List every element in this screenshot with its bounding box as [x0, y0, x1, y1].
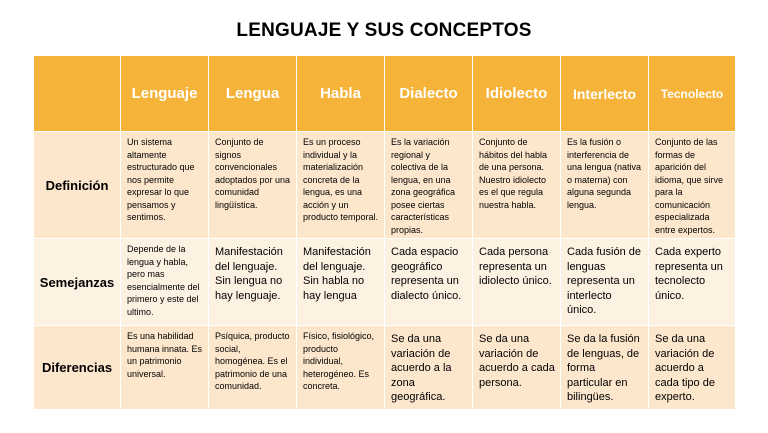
- cell-text: Cada espacio geográfico representa un dialecto único.: [391, 246, 462, 302]
- cell-text: Cada persona representa un idiolecto único.: [479, 246, 552, 287]
- cell-text: Es una habilidad humana innata. Es un patrimonio universal.: [127, 331, 203, 379]
- table-cell: [561, 326, 649, 410]
- table-cell: [121, 239, 209, 326]
- row-header: Diferencias: [34, 326, 121, 410]
- table-cell: [297, 239, 385, 326]
- table-cell: [561, 239, 649, 326]
- column-header: Dialecto: [385, 56, 473, 132]
- table-row: [34, 326, 736, 410]
- table-cell: [209, 326, 297, 410]
- table-cell: [649, 132, 736, 239]
- table-cell: [385, 132, 473, 239]
- table-cell: [385, 239, 473, 326]
- column-header: Idiolecto: [473, 56, 561, 132]
- table-cell: [297, 326, 385, 410]
- table-cell: [209, 132, 297, 239]
- column-header: Tecnolecto: [649, 56, 736, 132]
- table-cell: [561, 132, 649, 239]
- column-header: Lenguaje: [121, 56, 209, 132]
- table-cell: [385, 326, 473, 410]
- table-cell: [649, 326, 736, 410]
- row-header: Definición: [34, 132, 121, 239]
- cell-text: Conjunto de hábitos del habla de una persona. Nuestro idiolecto es el que regula nuestra habla.: [479, 137, 548, 210]
- cell-text: Conjunto de las formas de aparición del idioma, que sirve para la comunicación especializada entre expertos.: [655, 137, 724, 235]
- cell-text: Se da una variación de acuerdo a cada persona.: [479, 333, 555, 389]
- cell-text: Conjunto de signos convencionales adoptados por una comunidad lingüística.: [215, 137, 291, 210]
- cell-text: Se da la fusión de lenguas, de forma particular en bilingües.: [567, 333, 640, 403]
- cell-text: Manifestación del lenguaje. Sin habla no hay lengua: [303, 246, 371, 302]
- row-header: Semejanzas: [34, 239, 121, 326]
- table-cell: [121, 132, 209, 239]
- cell-text: Es la fusión o interferencia de una lengua (nativa o materna) con alguna segunda lengua.: [567, 137, 642, 210]
- cell-text: Cada fusión de lenguas representa un interlecto único.: [567, 246, 641, 316]
- page-title: LENGUAJE Y SUS CONCEPTOS: [236, 20, 532, 41]
- table-cell: [473, 326, 561, 410]
- column-header: Habla: [297, 56, 385, 132]
- cell-text: Se da una variación de acuerdo a la zona geográfica.: [391, 333, 452, 403]
- cell-text: Depende de la lengua y habla, pero mas esencialmente del primero y este del ultimo.: [127, 244, 200, 317]
- cell-text: Es la variación regional y colectiva de la lengua, en una zona geográfica posee ciertas características propias.: [391, 137, 456, 235]
- cell-text: Un sistema altamente estructurado que nos permite expresar lo que pensamos y sentimos.: [127, 137, 195, 222]
- cell-text: Físico, fisiológico, producto individual, heterogéneo. Es concreta.: [303, 331, 375, 391]
- table-cell: [649, 239, 736, 326]
- table-row: [34, 132, 736, 239]
- column-header: Lengua: [209, 56, 297, 132]
- corner-cell: [34, 56, 121, 132]
- table-cell: [473, 239, 561, 326]
- table-cell: [209, 239, 297, 326]
- table-cell: [121, 326, 209, 410]
- table-row: [34, 239, 736, 326]
- cell-text: Psíquica, producto social, homogénea. Es el patrimonio de una comunidad.: [215, 331, 290, 391]
- concepts-table: [33, 55, 736, 410]
- table-cell: [297, 132, 385, 239]
- cell-text: Se da una variación de acuerdo a cada tipo de experto.: [655, 333, 715, 403]
- column-header: Interlecto: [561, 56, 649, 132]
- cell-text: Manifestación del lenguaje. Sin lengua no hay lenguaje.: [215, 246, 283, 302]
- cell-text: Es un proceso individual y la materialización concreta de la lengua, es una acción y un producto temporal.: [303, 137, 379, 222]
- cell-text: Cada experto representa un tecnolecto único.: [655, 246, 723, 302]
- header-row: [34, 56, 736, 132]
- table-cell: [473, 132, 561, 239]
